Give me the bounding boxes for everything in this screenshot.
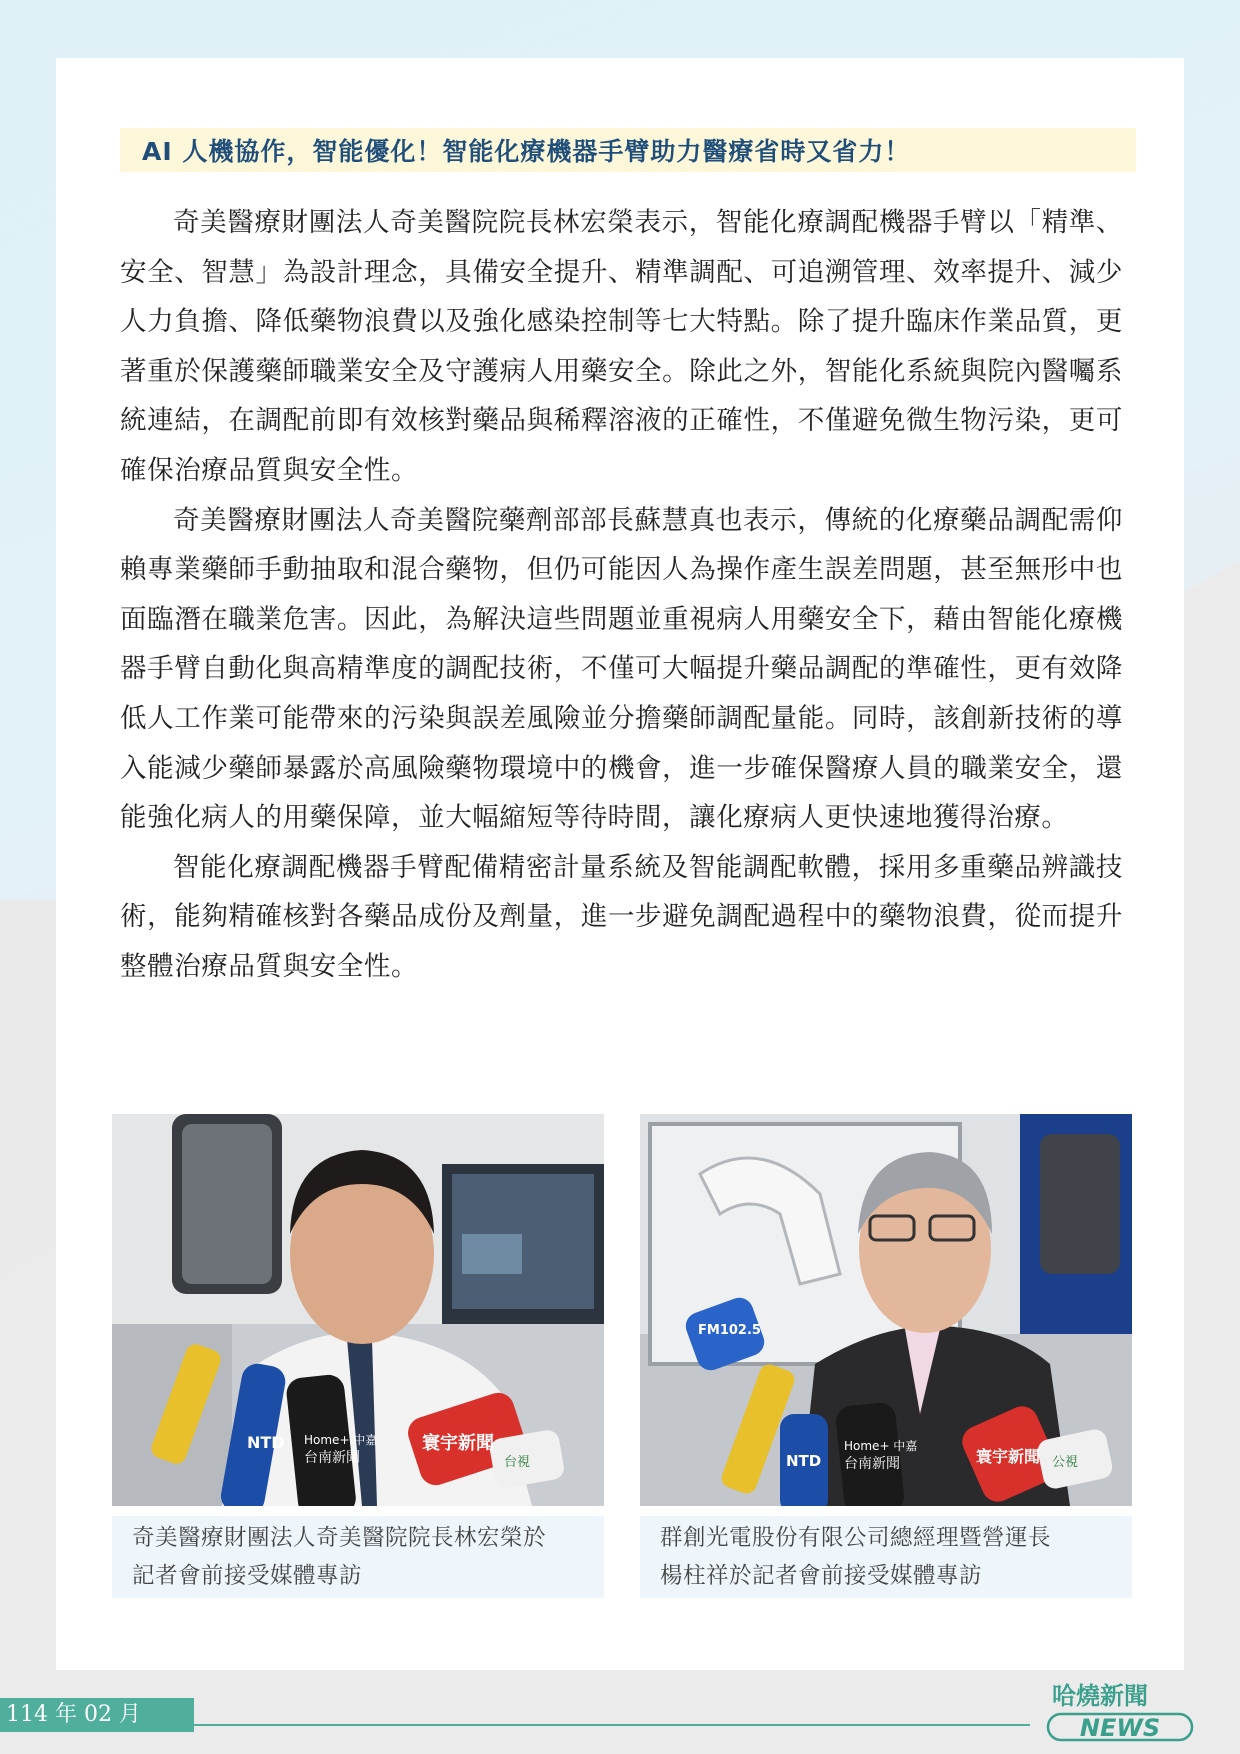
mic-label-eratv-2: 寰宇新聞 xyxy=(976,1447,1041,1466)
news-logo xyxy=(1046,1676,1196,1742)
mic-label-pts: 公視 xyxy=(1052,1455,1079,1470)
caption-2-line-2: 楊柱祥於記者會前接受媒體專訪 xyxy=(660,1563,983,1589)
paragraph-2: 奇美醫療財團法人奇美醫院藥劑部部長蘇慧真也表示，傳統的化療藥品調配需仰賴專業藥師手動抽取和混合藥物，但仍可能因人為操作產生誤差問題，甚至無形中也面臨潛在職業危害。因此，為解決這些問題並重視病人用藥安全下，藉由智能化療機器手臂自動化與高精準度的調配技術，不僅可大幅提升藥品調配的準確性，更有效降低人工作業可能帶來的污染與誤差風險並分擔藥師調配量能。同時，該創新技術的導入能減少藥師暴露於高風險藥物環境中的機會，進一步確保醫療人員的職業安全，還能強化病人的用藥保障，並大幅縮短等待時間，讓化療病人更快速地獲得治療。 xyxy=(120,504,1123,834)
logo-badge-icon xyxy=(1046,1712,1194,1742)
caption-1-line-1: 奇美醫療財團法人奇美醫院院長林宏榮於 xyxy=(132,1525,547,1551)
section-heading xyxy=(120,128,1136,172)
mic-label-home-2: Home+ 中嘉 xyxy=(844,1439,918,1453)
mic-label-fm: FM102.5 xyxy=(698,1323,761,1338)
photo-caption-2 xyxy=(640,1516,1132,1598)
photo-caption-1 xyxy=(112,1516,604,1598)
caption-2-line-1: 群創光電股份有限公司總經理暨營運長 xyxy=(660,1525,1052,1551)
photo-innolux-president xyxy=(640,1114,1132,1506)
mic-label-tainan-2: 台南新聞 xyxy=(844,1456,900,1472)
mic-label-eratv: 寰宇新聞 xyxy=(422,1433,494,1454)
mic-label-home: Home+ 中嘉 xyxy=(304,1433,378,1447)
section-heading-text: AI 人機協作，智能優化！智能化療機器手臂助力醫療省時又省力！ xyxy=(142,137,911,166)
article-body xyxy=(120,198,1123,992)
mic-label-ntd-2: NTD xyxy=(786,1452,822,1470)
paragraph-3: 智能化療調配機器手臂配備精密計量系統及智能調配軟體，採用多重藥品辨識技術，能夠精確核對各藥品成份及劑量，進一步避免調配過程中的藥物浪費，從而提升整體治療品質與安全性。 xyxy=(120,851,1123,982)
logo-chinese-text: 哈燒新聞 xyxy=(1052,1682,1148,1710)
mic-label-ntd: NTD xyxy=(247,1433,285,1452)
mic-label-ttv: 台視 xyxy=(504,1455,531,1470)
mic-label-tainan: 台南新聞 xyxy=(304,1450,360,1466)
footer-divider xyxy=(194,1724,1030,1726)
paragraph-1: 奇美醫療財團法人奇美醫院院長林宏榮表示，智能化療調配機器手臂以「精準、安全、智慧」為設計理念，具備安全提升、精準調配、可追溯管理、效率提升、減少人力負擔、降低藥物浪費以及強化感染控制等七大特點。除了提升臨床作業品質，更著重於保護藥師職業安全及守護病人用藥安全。除此之外，智能化系統與院內醫囑系統連結，在調配前即有效核對藥品與稀釋溶液的正確性，不僅避免微生物污染，更可確保治療品質與安全性。 xyxy=(120,207,1123,486)
logo-english-text: NEWS xyxy=(1079,1714,1161,1742)
issue-date: 114 年 02 月 xyxy=(0,1698,194,1732)
photo-hospital-director xyxy=(112,1114,604,1506)
caption-1-line-2: 記者會前接受媒體專訪 xyxy=(132,1563,363,1589)
